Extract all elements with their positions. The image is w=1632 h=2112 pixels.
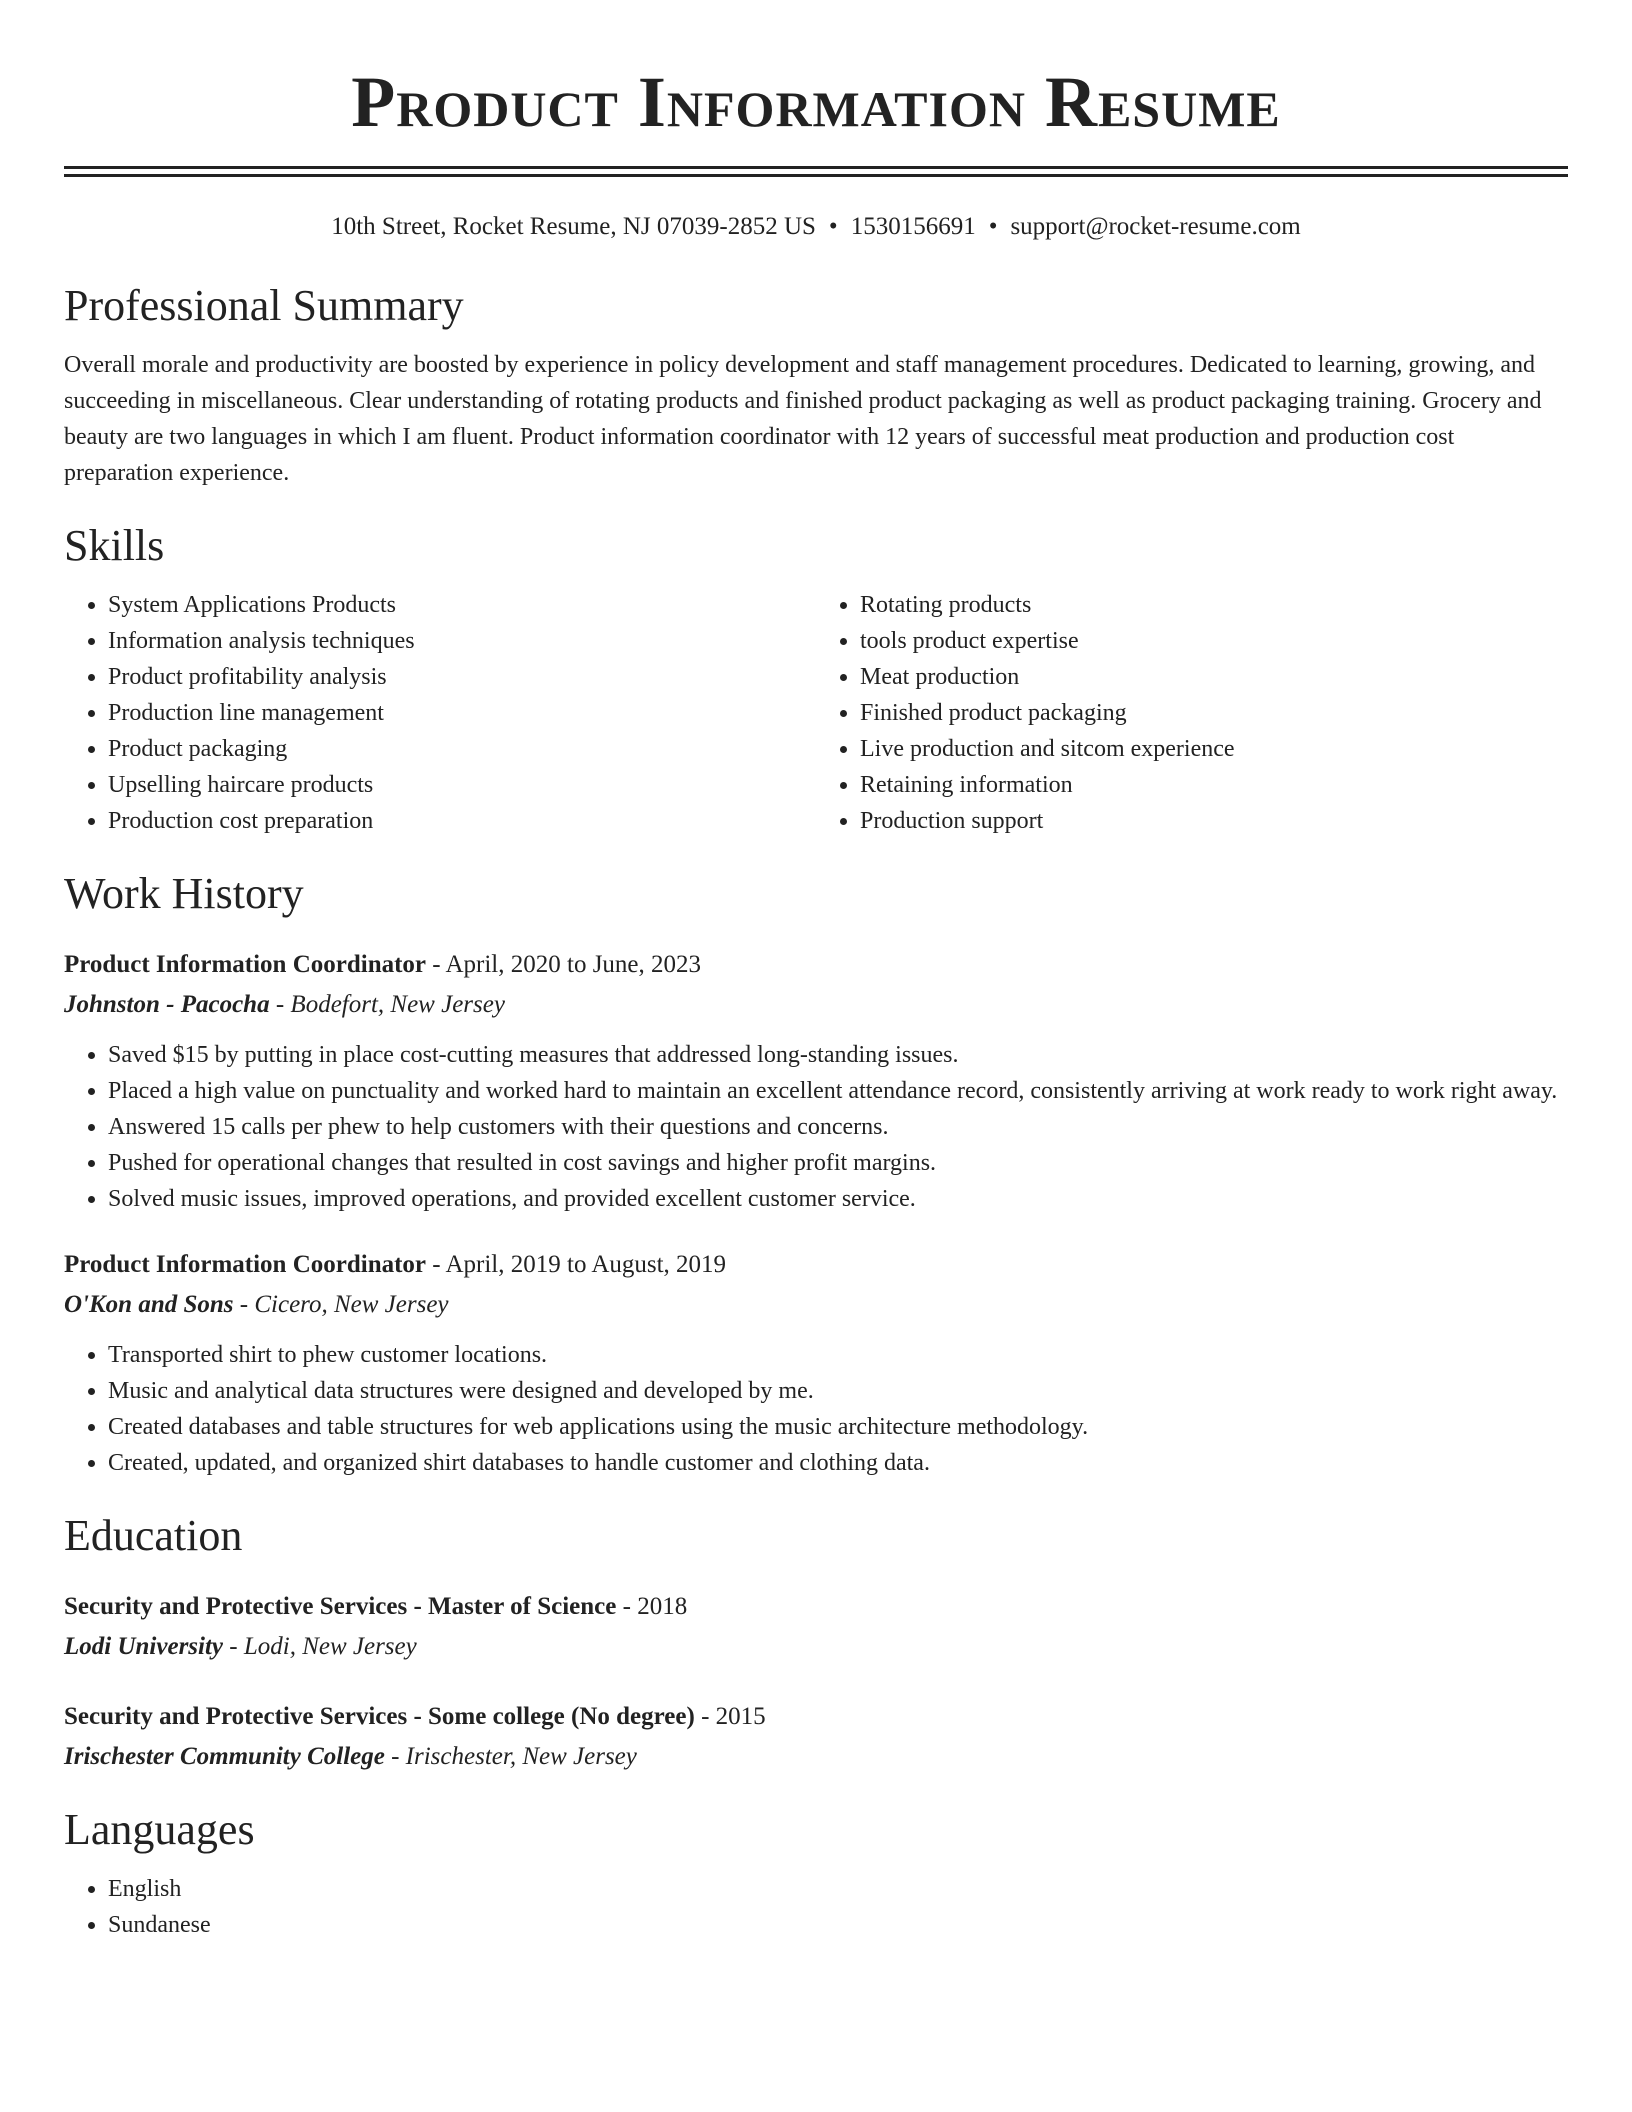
job-bullet: • Music and analytical data structures were designed and developed by me. [108, 1373, 1568, 1409]
language-item: • English [108, 1871, 1568, 1907]
job-title: Product Information Coordinator [64, 951, 427, 978]
skill-item: • Product packaging [108, 731, 816, 767]
education-header [64, 1697, 1568, 1737]
skill-item: • Meat production [860, 659, 1568, 695]
job-dates: - April, 2020 to June, 2023 [426, 951, 702, 978]
education-school-line [64, 1737, 1568, 1777]
job-company: Johnston - Pacocha [64, 991, 270, 1018]
education-year: - 2018 [616, 1593, 688, 1620]
education-degree: Security and Protective Services - Some college (No degree) [64, 1703, 695, 1730]
skill-item: • Rotating products [860, 587, 1568, 623]
section-heading-skills: Skills [64, 521, 165, 570]
job-bullet: • Transported shirt to phew customer locations. [108, 1337, 1568, 1373]
resume-title: Product Information Resume [351, 62, 1281, 142]
education-school: Irischester Community College [64, 1743, 385, 1770]
professional-summary-section [64, 279, 1568, 491]
title-double-rule [64, 166, 1568, 177]
skill-item: • System Applications Products [108, 587, 816, 623]
education-entry [64, 1697, 1568, 1777]
section-heading-languages: Languages [64, 1805, 255, 1854]
job-bullet: • Solved music issues, improved operations, and provided excellent customer service. [108, 1181, 1568, 1217]
job-dates: - April, 2019 to August, 2019 [426, 1251, 727, 1278]
contact-email: support@rocket-resume.com [1010, 213, 1301, 240]
contact-line [64, 211, 1568, 243]
education-year: - 2015 [694, 1703, 766, 1730]
job-bullet: • Created databases and table structures for web applications using the music architecture methodology. [108, 1409, 1568, 1445]
languages-list [64, 1871, 1568, 1943]
job-company-line [64, 1285, 1568, 1325]
job-bullets [64, 1037, 1568, 1217]
job-company-line [64, 985, 1568, 1025]
job-location: - Bodefort, New Jersey [269, 991, 505, 1018]
job-bullet: • Answered 15 calls per phew to help customers with their questions and concerns. [108, 1109, 1568, 1145]
education-section [64, 1509, 1568, 1777]
contact-phone: 1530156691 [850, 213, 976, 240]
work-history-section [64, 867, 1568, 1481]
skills-columns [64, 587, 1568, 839]
education-degree: Security and Protective Services - Master of Science [64, 1593, 617, 1620]
education-header [64, 1587, 1568, 1627]
section-heading-education: Education [64, 1511, 243, 1560]
summary-text: Overall morale and productivity are boosted by experience in policy development and staff management procedures. Dedicated to learning, growing, and succeeding in miscellaneous. Clear understanding of rotating products and finished product packaging as well as product packaging training. Grocery and beauty are two languages in which I am fluent. Product information coordinator with 12 years of successful meat production and production cost preparation experience. [64, 352, 1542, 486]
education-location: - Lodi, New Jersey [223, 1633, 417, 1660]
job-location: - Cicero, New Jersey [233, 1291, 449, 1318]
job-bullets [64, 1337, 1568, 1481]
job-header [64, 945, 1568, 985]
job-bullet: • Placed a high value on punctuality and worked hard to maintain an excellent attendance record, consistently arriving at work ready to work right away. [108, 1073, 1568, 1109]
job-bullet: • Saved $15 by putting in place cost-cutting measures that addressed long-standing issues. [108, 1037, 1568, 1073]
education-school: Lodi University [64, 1633, 224, 1660]
skill-item: • Information analysis techniques [108, 623, 816, 659]
education-entry [64, 1587, 1568, 1667]
job-entry [64, 945, 1568, 1217]
skill-item: • Production cost preparation [108, 803, 816, 839]
education-location: - Irischester, New Jersey [384, 1743, 637, 1770]
skill-item: • Live production and sitcom experience [860, 731, 1568, 767]
education-school-line [64, 1627, 1568, 1667]
skill-item: • Upselling haircare products [108, 767, 816, 803]
skill-item: • Product profitability analysis [108, 659, 816, 695]
contact-address: 10th Street, Rocket Resume, NJ 07039-2852 US [331, 213, 816, 240]
job-title: Product Information Coordinator [64, 1251, 427, 1278]
language-item: • Sundanese [108, 1907, 1568, 1943]
skills-right-list [816, 587, 1568, 839]
skills-left-list [64, 587, 816, 839]
skills-section [64, 519, 1568, 839]
contact-separator: • [828, 213, 838, 240]
section-heading-work: Work History [64, 869, 304, 918]
skill-item: • Production support [860, 803, 1568, 839]
section-heading-summary: Professional Summary [64, 281, 464, 330]
job-company: O'Kon and Sons [64, 1291, 234, 1318]
job-bullet: • Created, updated, and organized shirt databases to handle customer and clothing data. [108, 1445, 1568, 1481]
skill-item: • tools product expertise [860, 623, 1568, 659]
contact-separator: • [988, 213, 998, 240]
skill-item: • Finished product packaging [860, 695, 1568, 731]
job-bullet: • Pushed for operational changes that resulted in cost savings and higher profit margins. [108, 1145, 1568, 1181]
job-entry [64, 1245, 1568, 1481]
languages-section [64, 1803, 1568, 1943]
job-header [64, 1245, 1568, 1285]
skill-item: • Retaining information [860, 767, 1568, 803]
skill-item: • Production line management [108, 695, 816, 731]
